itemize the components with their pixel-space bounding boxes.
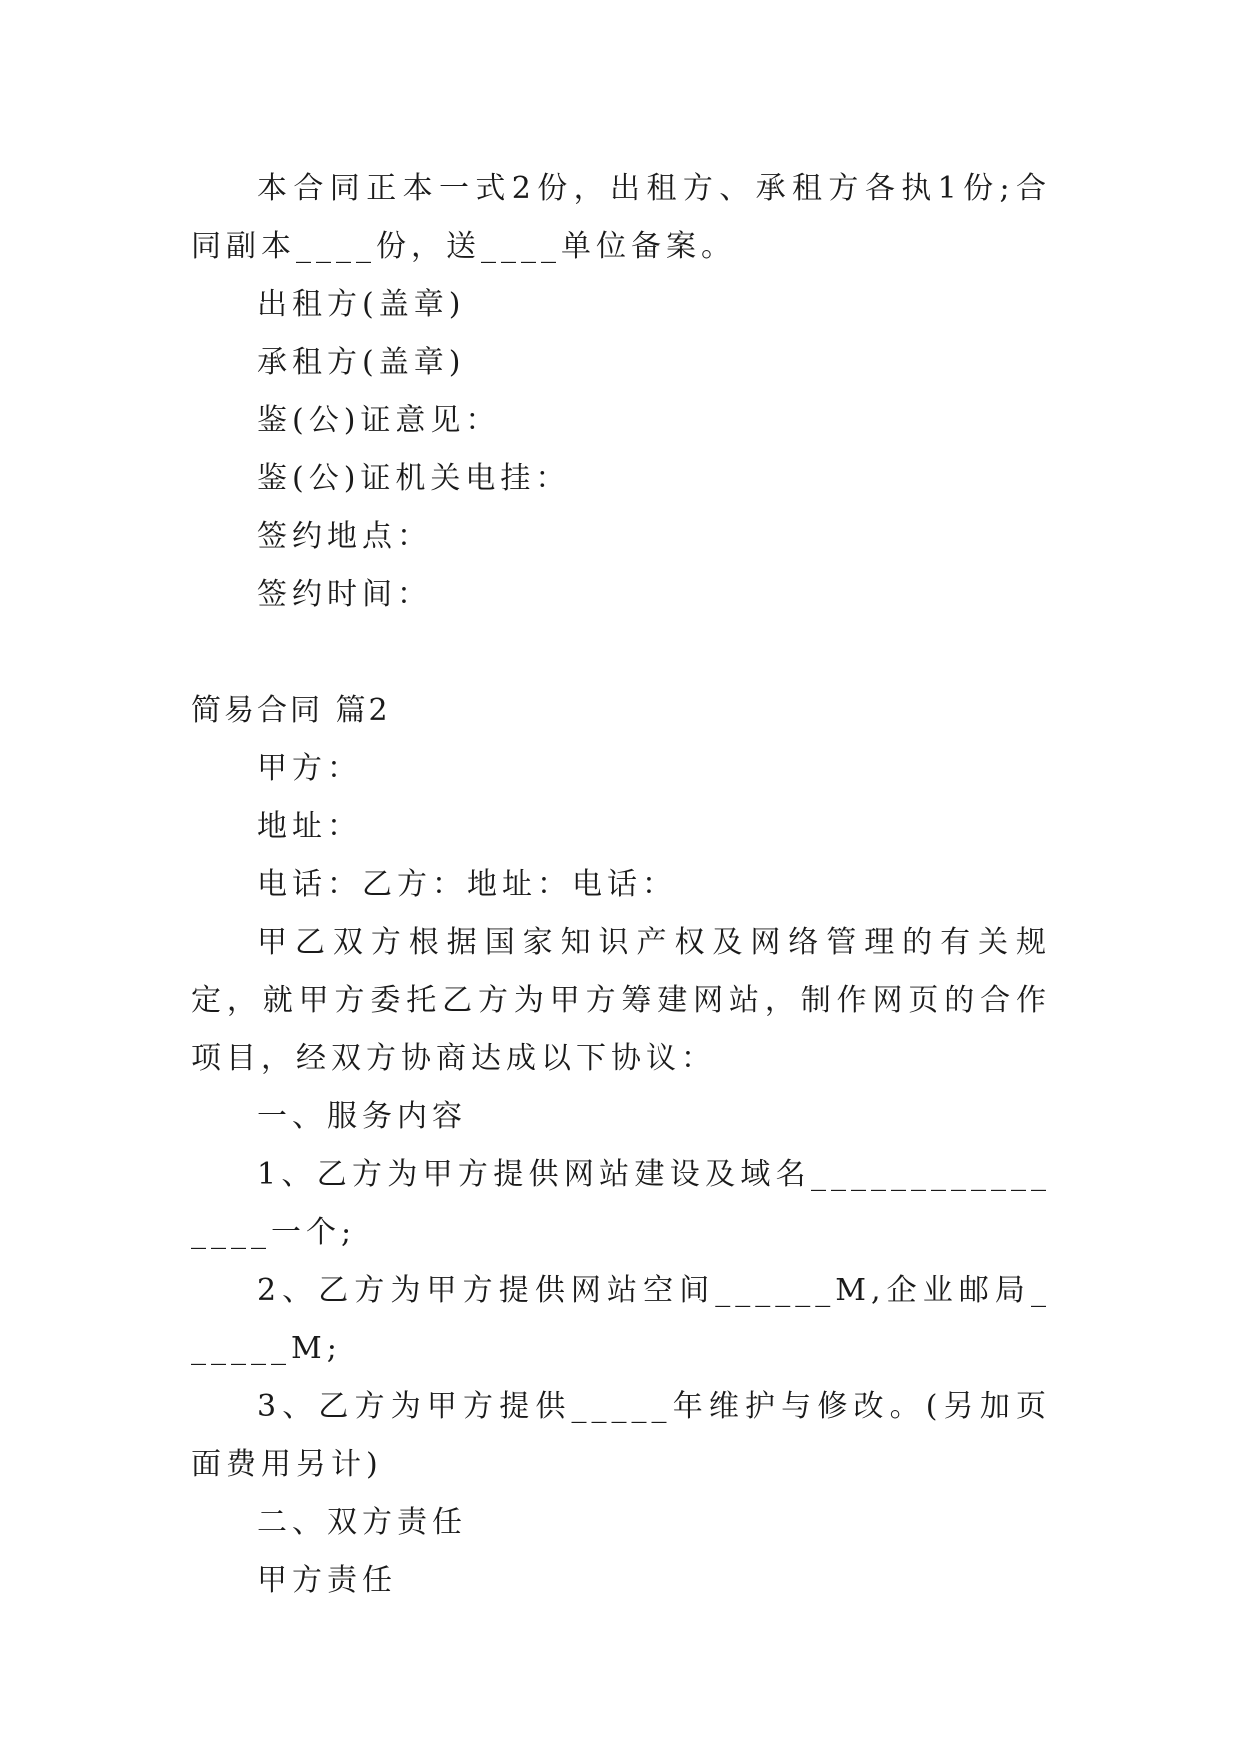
paragraph-notary-opinion: 鉴(公)证意见： xyxy=(257,403,501,438)
paragraph-party-a-responsibility: 甲方责任 xyxy=(257,1563,397,1598)
paragraph-lessee-seal: 承租方(盖章) xyxy=(257,345,466,380)
section-heading: 简易合同 篇2 xyxy=(191,693,391,728)
paragraph-party-a: 甲方： xyxy=(257,751,362,786)
paragraph-phone: 电话：乙方：地址：电话： xyxy=(257,867,677,902)
paragraph-copies: 本合同正本一式2份，出租方、承租方各执1份;合同副本____份，送____单位备案。 xyxy=(191,171,1051,264)
paragraph-address: 地址： xyxy=(257,809,362,844)
paragraph-agreement-intro: 甲乙双方根据国家知识产权及网络管理的有关规定，就甲方委托乙方为甲方筹建网站，制作网页的合作项目，经双方协商达成以下协议： xyxy=(191,925,1051,1076)
paragraph-item-1: 1、乙方为甲方提供网站建设及域名________________一个; xyxy=(191,1157,1051,1250)
paragraph-item-2: 2、乙方为甲方提供网站空间______M,企业邮局______M; xyxy=(191,1273,1051,1366)
paragraph-item-3: 3、乙方为甲方提供_____年维护与修改。(另加页面费用另计) xyxy=(191,1389,1051,1482)
document-body xyxy=(191,160,1051,1610)
paragraph-service-content: 一、服务内容 xyxy=(257,1099,467,1134)
paragraph-responsibilities: 二、双方责任 xyxy=(257,1505,467,1540)
paragraph-lessor-seal: 出租方(盖章) xyxy=(257,287,466,322)
paragraph-sign-place: 签约地点： xyxy=(257,519,432,554)
paragraph-notary-phone: 鉴(公)证机关电挂： xyxy=(257,461,571,496)
paragraph-sign-time: 签约时间： xyxy=(257,577,432,612)
